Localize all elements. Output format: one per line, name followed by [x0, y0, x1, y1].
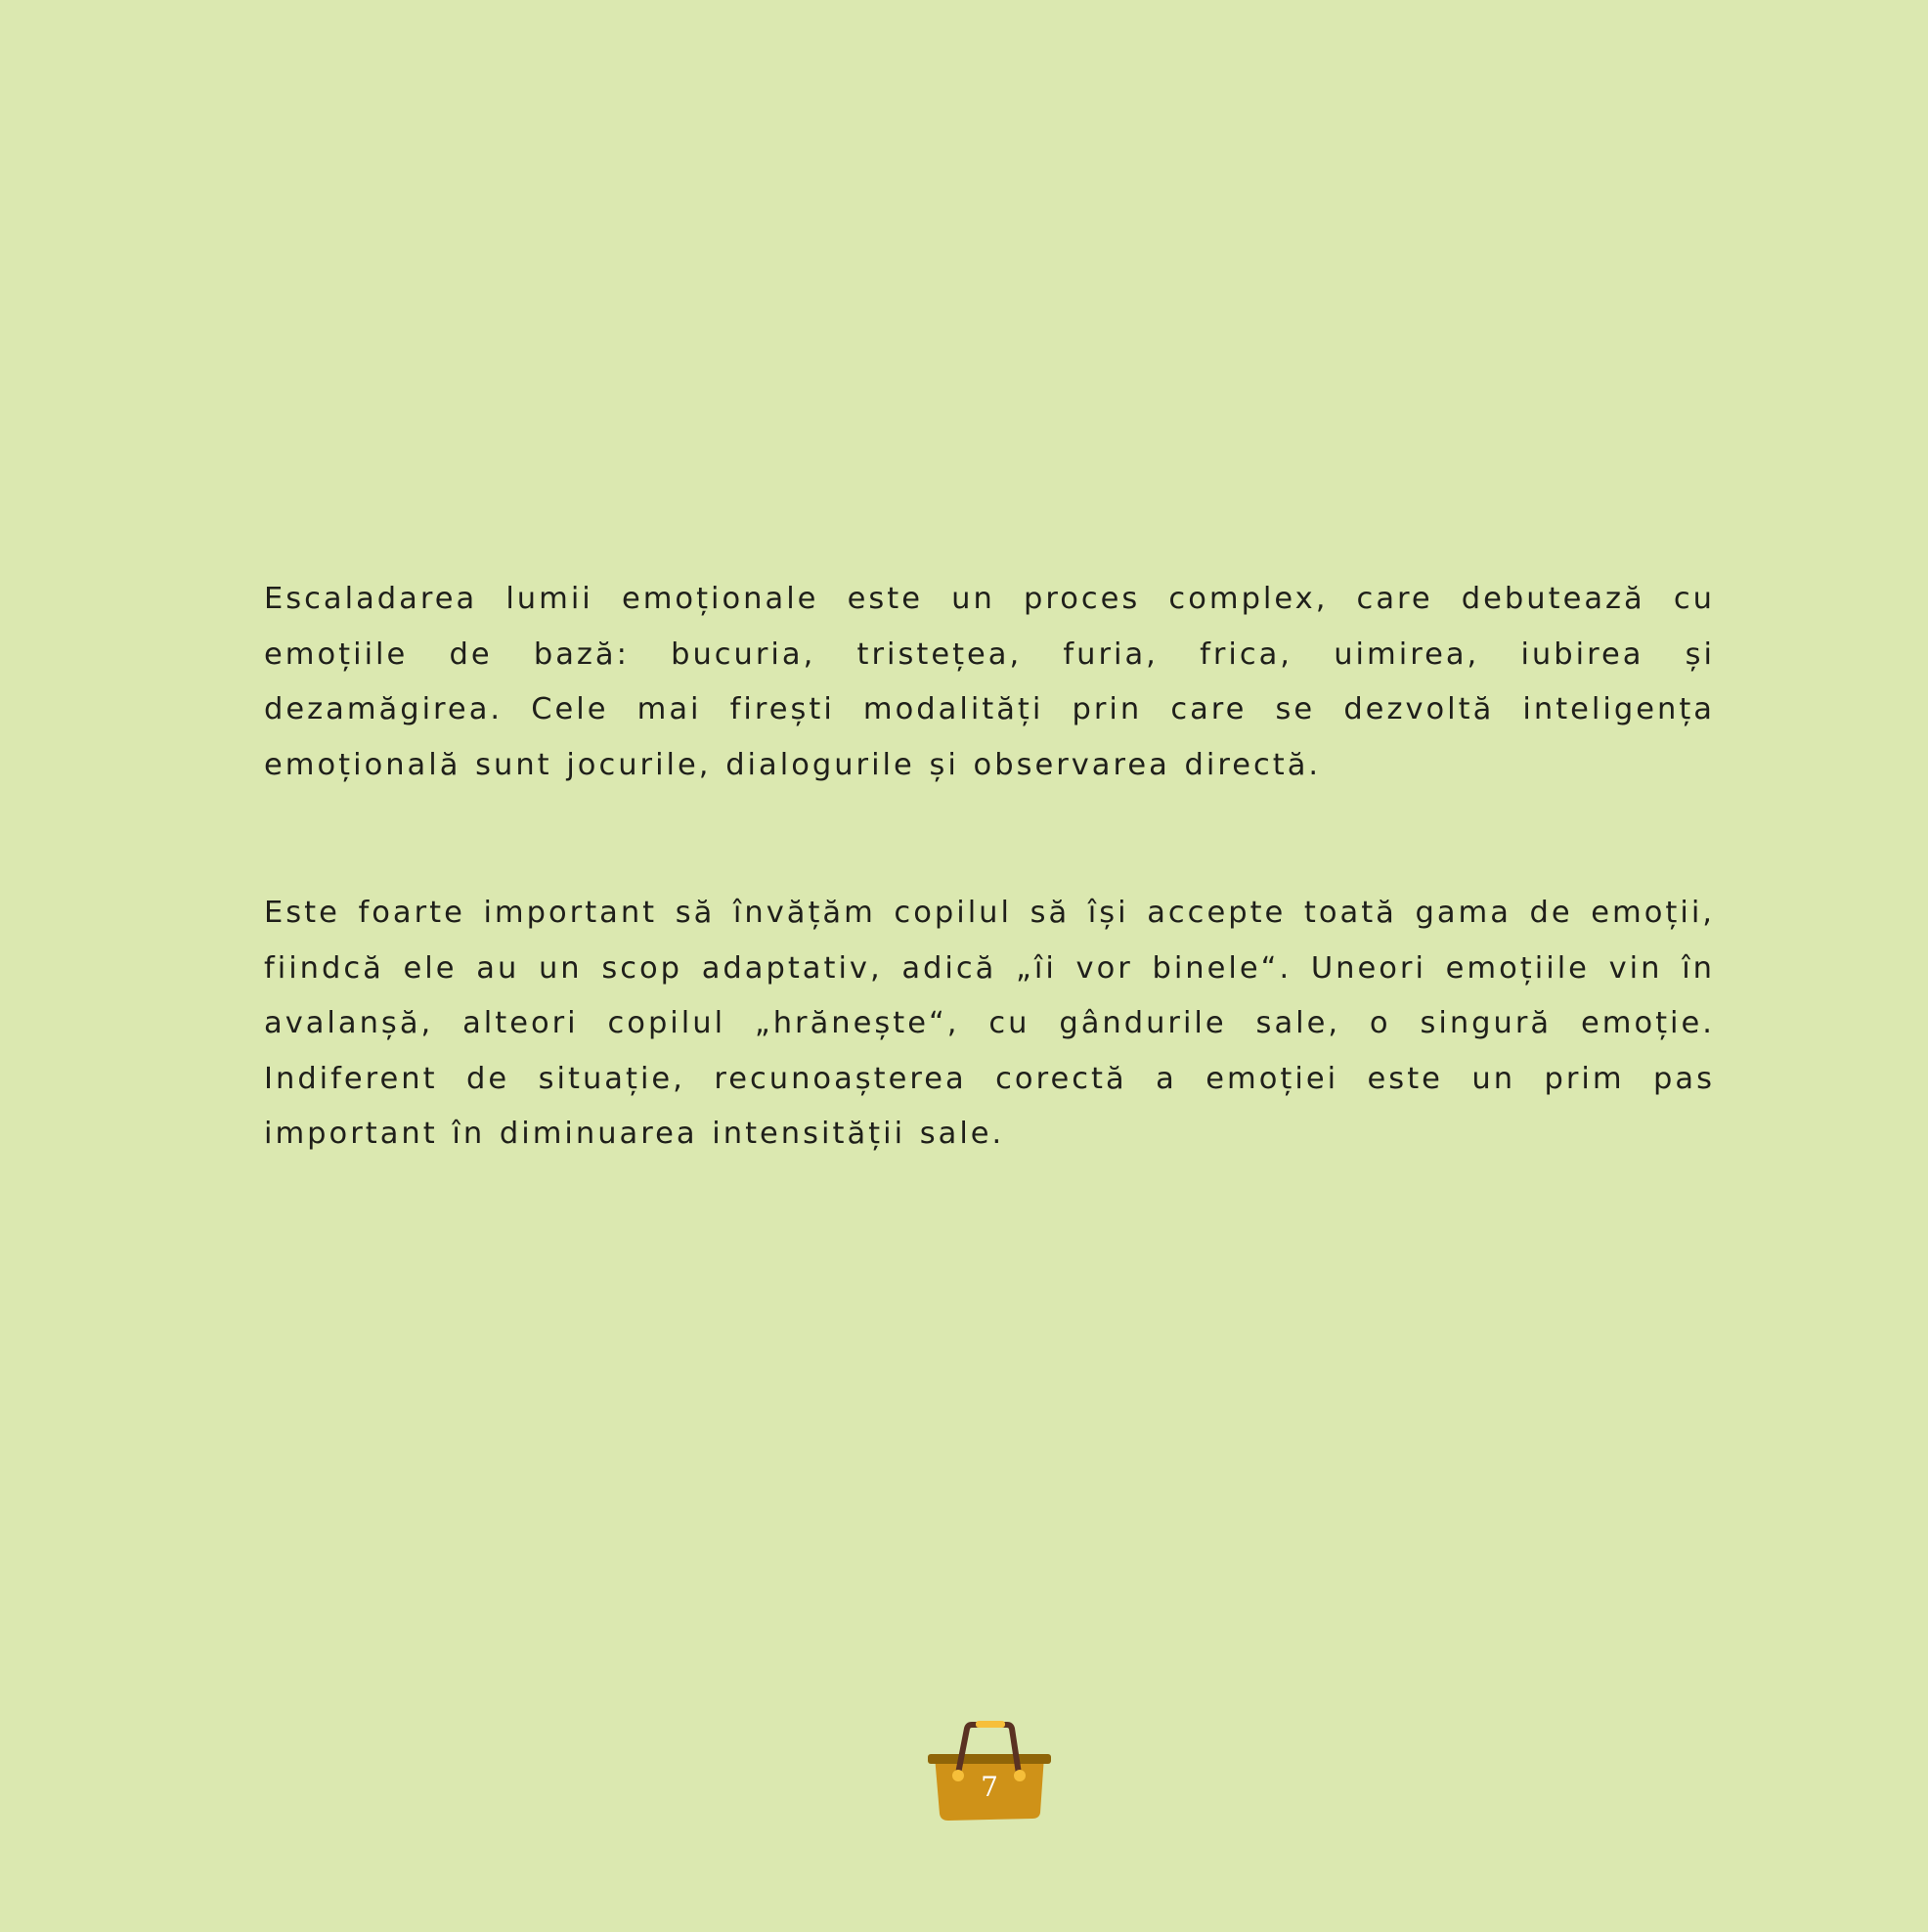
paragraph-2: Este foarte important să învățăm copilul să își accepte toată gama de emoții, fiindcă ele au un scop adaptativ, adică „îi vor binele“. Uneori emoțiile vin în avalanșă, alteori copilul „hrănește“, cu gândurile sale, o singură emoție. Indiferent de situație, recunoașterea corectă a emoției este un prim pas important în diminuarea intensității sale.	[264, 896, 1715, 1151]
page-content	[264, 572, 1715, 1163]
page-number-badge	[925, 1717, 1054, 1826]
paragraph-1: Escaladarea lumii emoționale este un proces complex, care debutează cu emoțiile de bază: bucuria, tristețea, furia, frica, uimirea, iubirea și dezamăgirea. Cele mai firești modalități prin care se dezvoltă inteligența emoțională sunt jocurile, dialogurile și observarea directă.	[264, 582, 1715, 782]
page-number: 7	[981, 1771, 998, 1803]
